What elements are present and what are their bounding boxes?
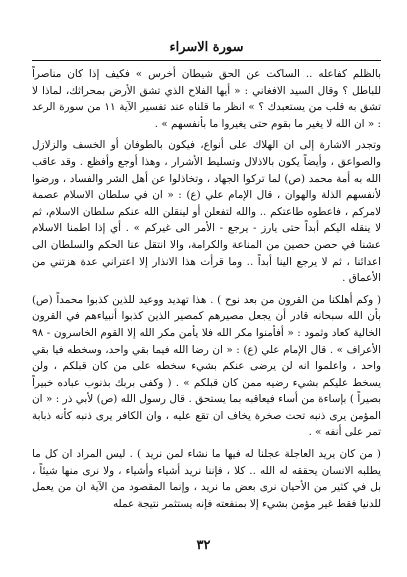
page-header: سورة الاسراء	[169, 40, 244, 55]
paragraph: بالظلم كفاعله .. الساكت عن الحق شيطان أخرس » فكيف إذا كان مناصراً للباطل ؟ وقال السيد الافغاني : « أيها الفلاح الذي تشق الأرض بمحراثك، لماذا لا تشق به قلب من يستعبدك ؟ » انظر ما قلناه عند تفسير الآية ١١ من سورة الرعد : « ان الله لا يغير ما بقوم حتى يغيروا ما بأنفسهم » .	[32, 68, 381, 130]
paragraph: وتجدر الاشارة إلى ان الهلاك على أنواع، فيكون بالطوفان أو الخسف والزلازل والصواعق ، وأيضاً يكون بالاذلال وتسليط الأشرار ، وهذا أوجع وأفظع . وقد عاقب الله به أمة محمد (ص) لما تركوا الجهاد ، وتخاذلوا عن أهل الشر والفساد ، ورضوا لأنفسهم الذلة والهوان ، قال الإمام علي (ع) : « ان في سلطان الاسلام عصمة لامركم ، فاعطوه طاعتكم .. والله لتفعلن أو لينقلن الله عنكم سلطان الاسلام، ثم لا ينقله اليكم أبداً حتى يارز - يرجع - الأمر الى غيركم » . أي إذا اطمنا الاسلام عشنا في حصن حصين من المناعة والكرامة، والا انتقل عنا الحكم والسلطان الى اعدائنا ، ثم لا يرجع الينا أبداً .. وما قرأت هذا الانذار إلا اعتراني عدة هزتني من الأعماق .	[32, 139, 381, 285]
page-number: ٣٢	[196, 538, 211, 553]
header-divider	[32, 60, 381, 61]
paragraph: ( من كان يريد العاجلة عجلنا له فيها ما نشاء لمن نريد ) . ليس المراد ان كل ما يطلبه الانسان يحققه له الله .. كلا ، فإننا نريد أشياء وأشياء ، ولا نرى منها شيئاً ، بل في كثير من الأحيان نرى بعض ما نريد ، وإنما المقصود من الآية ان من يعمل للدنيا فقط غير مؤمن بشيء إلا بمنفعته فإنه يستثمر نتيجة عمله	[32, 448, 381, 510]
paragraph: ( وكم أهلكنا من القرون من بعد نوح ) . هذا تهديد ووعيد للذين كذبوا محمداً (ص) بأن الله سبحانه قادر أن يجعل مصيرهم كمصير الذين كذبوا أنبياءهم في القرون الخالية كعاد وثمود : « أفأمنوا مكر الله فلا يأمن مكر الله إلا القوم الخاسرون - ٩٨ الأعراف » . قال الإمام علي (ع) : « ان رضا الله فيما بقي واحد، وسخطه فيا بقي واحد ، واعلموا انه لن يرضى عنكم بشيء سخطه على من كان قبلكم ، ولن يسخط عليكم بشيء رضيه ممن كان قبلكم » . ( وكفى بربك بذنوب عباده خبيراً بصيراً ) بإساءة من أساء فيعاقبه بما يستحق . قال رسول الله (ص) لأبي ذر : « ان المؤمن يرى ذنبه تحت صخرة يخاف ان تقع عليه ، وان الكافر يرى ذنبه كأنه ذبابة تمر على أنفه » .	[32, 293, 381, 439]
page-body	[32, 66, 381, 512]
